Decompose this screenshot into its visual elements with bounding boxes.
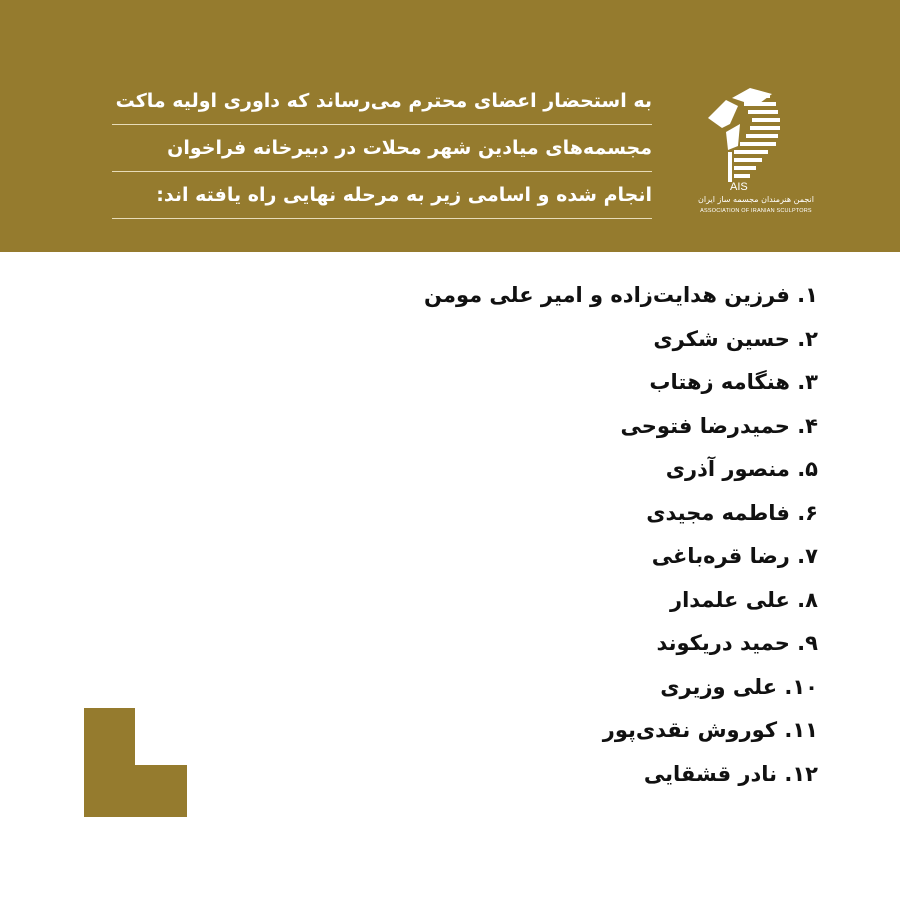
finalist-item: ۴. حمیدرضا فتوحی [620,413,818,438]
announcement-text [112,88,652,229]
finalist-item: ۱۰. علی وزیری [660,674,818,699]
finalist-item: ۱۱. کوروش نقدی‌پور [602,718,818,742]
finalist-item: ۷. رضا قره‌باغی [651,544,818,568]
l-shape-decoration [84,708,187,817]
finalist-item: ۹. حمید دریکوند [656,631,818,655]
finalist-item: ۳. هنگامه زهتاب [649,370,818,394]
finalist-item: ۶. فاطمه مجیدی [646,500,818,525]
announcement-line: انجام شده و اسامی زیر به مرحله نهایی راه یافته اند: [112,182,652,219]
announcement-line: مجسمه‌های میادین شهر محلات در دبیرخانه فراخوان [112,135,652,172]
announcement-line: به استحضار اعضای محترم می‌رساند که داوری اولیه ماکت [112,88,652,125]
ais-logo [686,80,826,230]
finalist-item: ۱. فرزین هدایت‌زاده و امیر علی مومن [424,283,818,307]
finalist-item: ۵. منصور آذری [665,457,818,481]
finalists-list [378,278,818,800]
header-banner [0,0,900,252]
finalist-item: ۸. علی علمدار [669,587,818,612]
finalist-item: ۲. حسین شکری [653,326,818,351]
logo-acronym: AIS [730,181,748,193]
finalist-item: ۱۲. نادر قشقایی [643,761,818,786]
logo-english-name: ASSOCIATION OF IRANIAN SCULPTORS [700,208,812,214]
logo-persian-name: انجمن هنرمندان مجسمه ساز ایران [697,195,814,204]
sculpture-mark-icon [700,80,790,190]
